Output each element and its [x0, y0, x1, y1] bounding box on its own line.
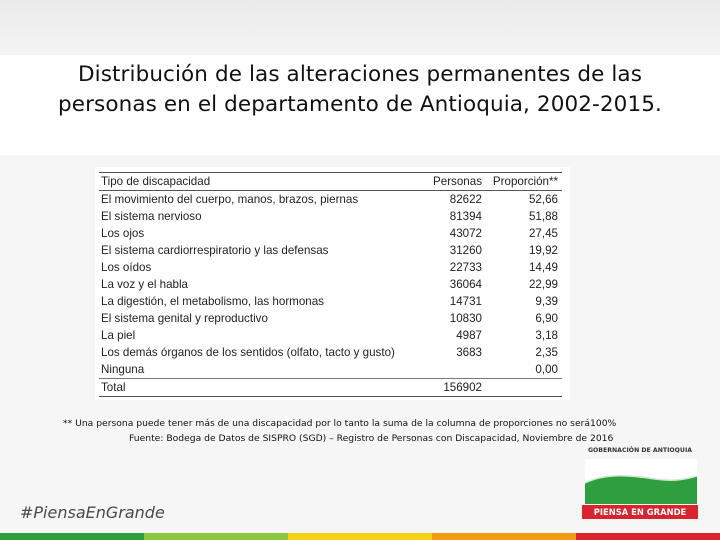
row-proporcion: 22,99	[528, 278, 558, 291]
bar-segment	[432, 533, 576, 540]
row-personas: 10830	[449, 312, 482, 325]
disability-table	[99, 172, 562, 397]
row-label: La digestión, el metabolismo, las hormonas	[101, 295, 324, 308]
gobernacion-logo	[581, 447, 701, 523]
table-row	[99, 208, 562, 225]
table-row	[99, 242, 562, 259]
row-personas: 22733	[449, 261, 482, 274]
row-label: La piel	[101, 329, 136, 342]
slide-title	[10, 60, 710, 120]
row-proporcion: 0,00	[535, 363, 558, 376]
total-proporcion	[486, 379, 562, 397]
table-row	[99, 191, 562, 209]
hashtag-label: #PiensaEnGrande	[20, 503, 165, 522]
header-tipo: Tipo de discapacidad	[99, 173, 428, 191]
row-label: El sistema cardiorrespiratorio y las defensas	[101, 244, 329, 257]
row-label: El sistema genital y reproductivo	[101, 312, 268, 325]
source-note: Fuente: Bodega de Datos de SISPRO (SGD) – Registro de Personas con Discapacidad, Noviembre de 2016	[129, 433, 614, 444]
row-proporcion: 51,88	[528, 210, 558, 223]
total-personas: 156902	[428, 379, 486, 397]
logo-banner: PIENSA EN GRANDE	[582, 505, 698, 519]
row-label: El sistema nervioso	[101, 210, 202, 223]
title-line-2: personas en el departamento de Antioquia, 2002-2015.	[58, 92, 662, 117]
table-row	[99, 361, 562, 379]
row-label: Los demás órganos de los sentidos (olfato, tacto y gusto)	[101, 346, 395, 359]
row-label: Los ojos	[101, 227, 145, 240]
disability-table-panel	[95, 167, 570, 400]
row-label: La voz y el habla	[101, 278, 189, 291]
bar-segment	[576, 533, 720, 540]
table-header-row	[99, 173, 562, 191]
row-personas	[428, 361, 486, 379]
bar-segment	[288, 533, 432, 540]
row-proporcion: 6,90	[535, 312, 558, 325]
table-row	[99, 344, 562, 361]
bottom-color-bar	[0, 533, 720, 540]
total-label: Total	[99, 379, 428, 397]
row-personas: 43072	[449, 227, 482, 240]
table-row	[99, 259, 562, 276]
table-row	[99, 276, 562, 293]
row-proporcion: 2,35	[535, 346, 558, 359]
row-proporcion: 14,49	[528, 261, 558, 274]
header-proporcion: Proporción**	[486, 173, 562, 191]
table-row	[99, 327, 562, 344]
row-proporcion: 27,45	[528, 227, 558, 240]
title-line-1: Distribución de las alteraciones permanentes de las	[78, 62, 642, 87]
header-personas: Personas	[428, 173, 486, 191]
row-label: Los oídos	[101, 261, 152, 274]
table-row	[99, 225, 562, 242]
row-label: Ninguna	[101, 363, 145, 376]
row-personas: 14731	[449, 295, 482, 308]
bar-segment	[0, 533, 144, 540]
row-proporcion: 52,66	[528, 193, 558, 206]
row-personas: 81394	[449, 210, 482, 223]
row-personas: 4987	[456, 329, 482, 342]
table-row	[99, 310, 562, 327]
row-proporcion: 19,92	[528, 244, 558, 257]
table-row	[99, 293, 562, 310]
row-personas: 36064	[449, 278, 482, 291]
table-total-row	[99, 379, 562, 397]
bar-segment	[144, 533, 288, 540]
row-label: El movimiento del cuerpo, manos, brazos, piernas	[101, 193, 359, 206]
row-personas: 3683	[456, 346, 482, 359]
row-personas: 82622	[449, 193, 482, 206]
row-personas: 31260	[449, 244, 482, 257]
logo-top-text: GOBERNACIÓN DE ANTIOQUIA	[587, 447, 693, 454]
row-proporcion: 9,39	[535, 295, 558, 308]
top-shade	[0, 0, 720, 55]
antioquia-flag-icon	[585, 459, 697, 504]
footnote: ** Una persona puede tener más de una discapacidad por lo tanto la suma de la columna de proporciones no será100%	[63, 418, 617, 429]
row-proporcion: 3,18	[535, 329, 558, 342]
